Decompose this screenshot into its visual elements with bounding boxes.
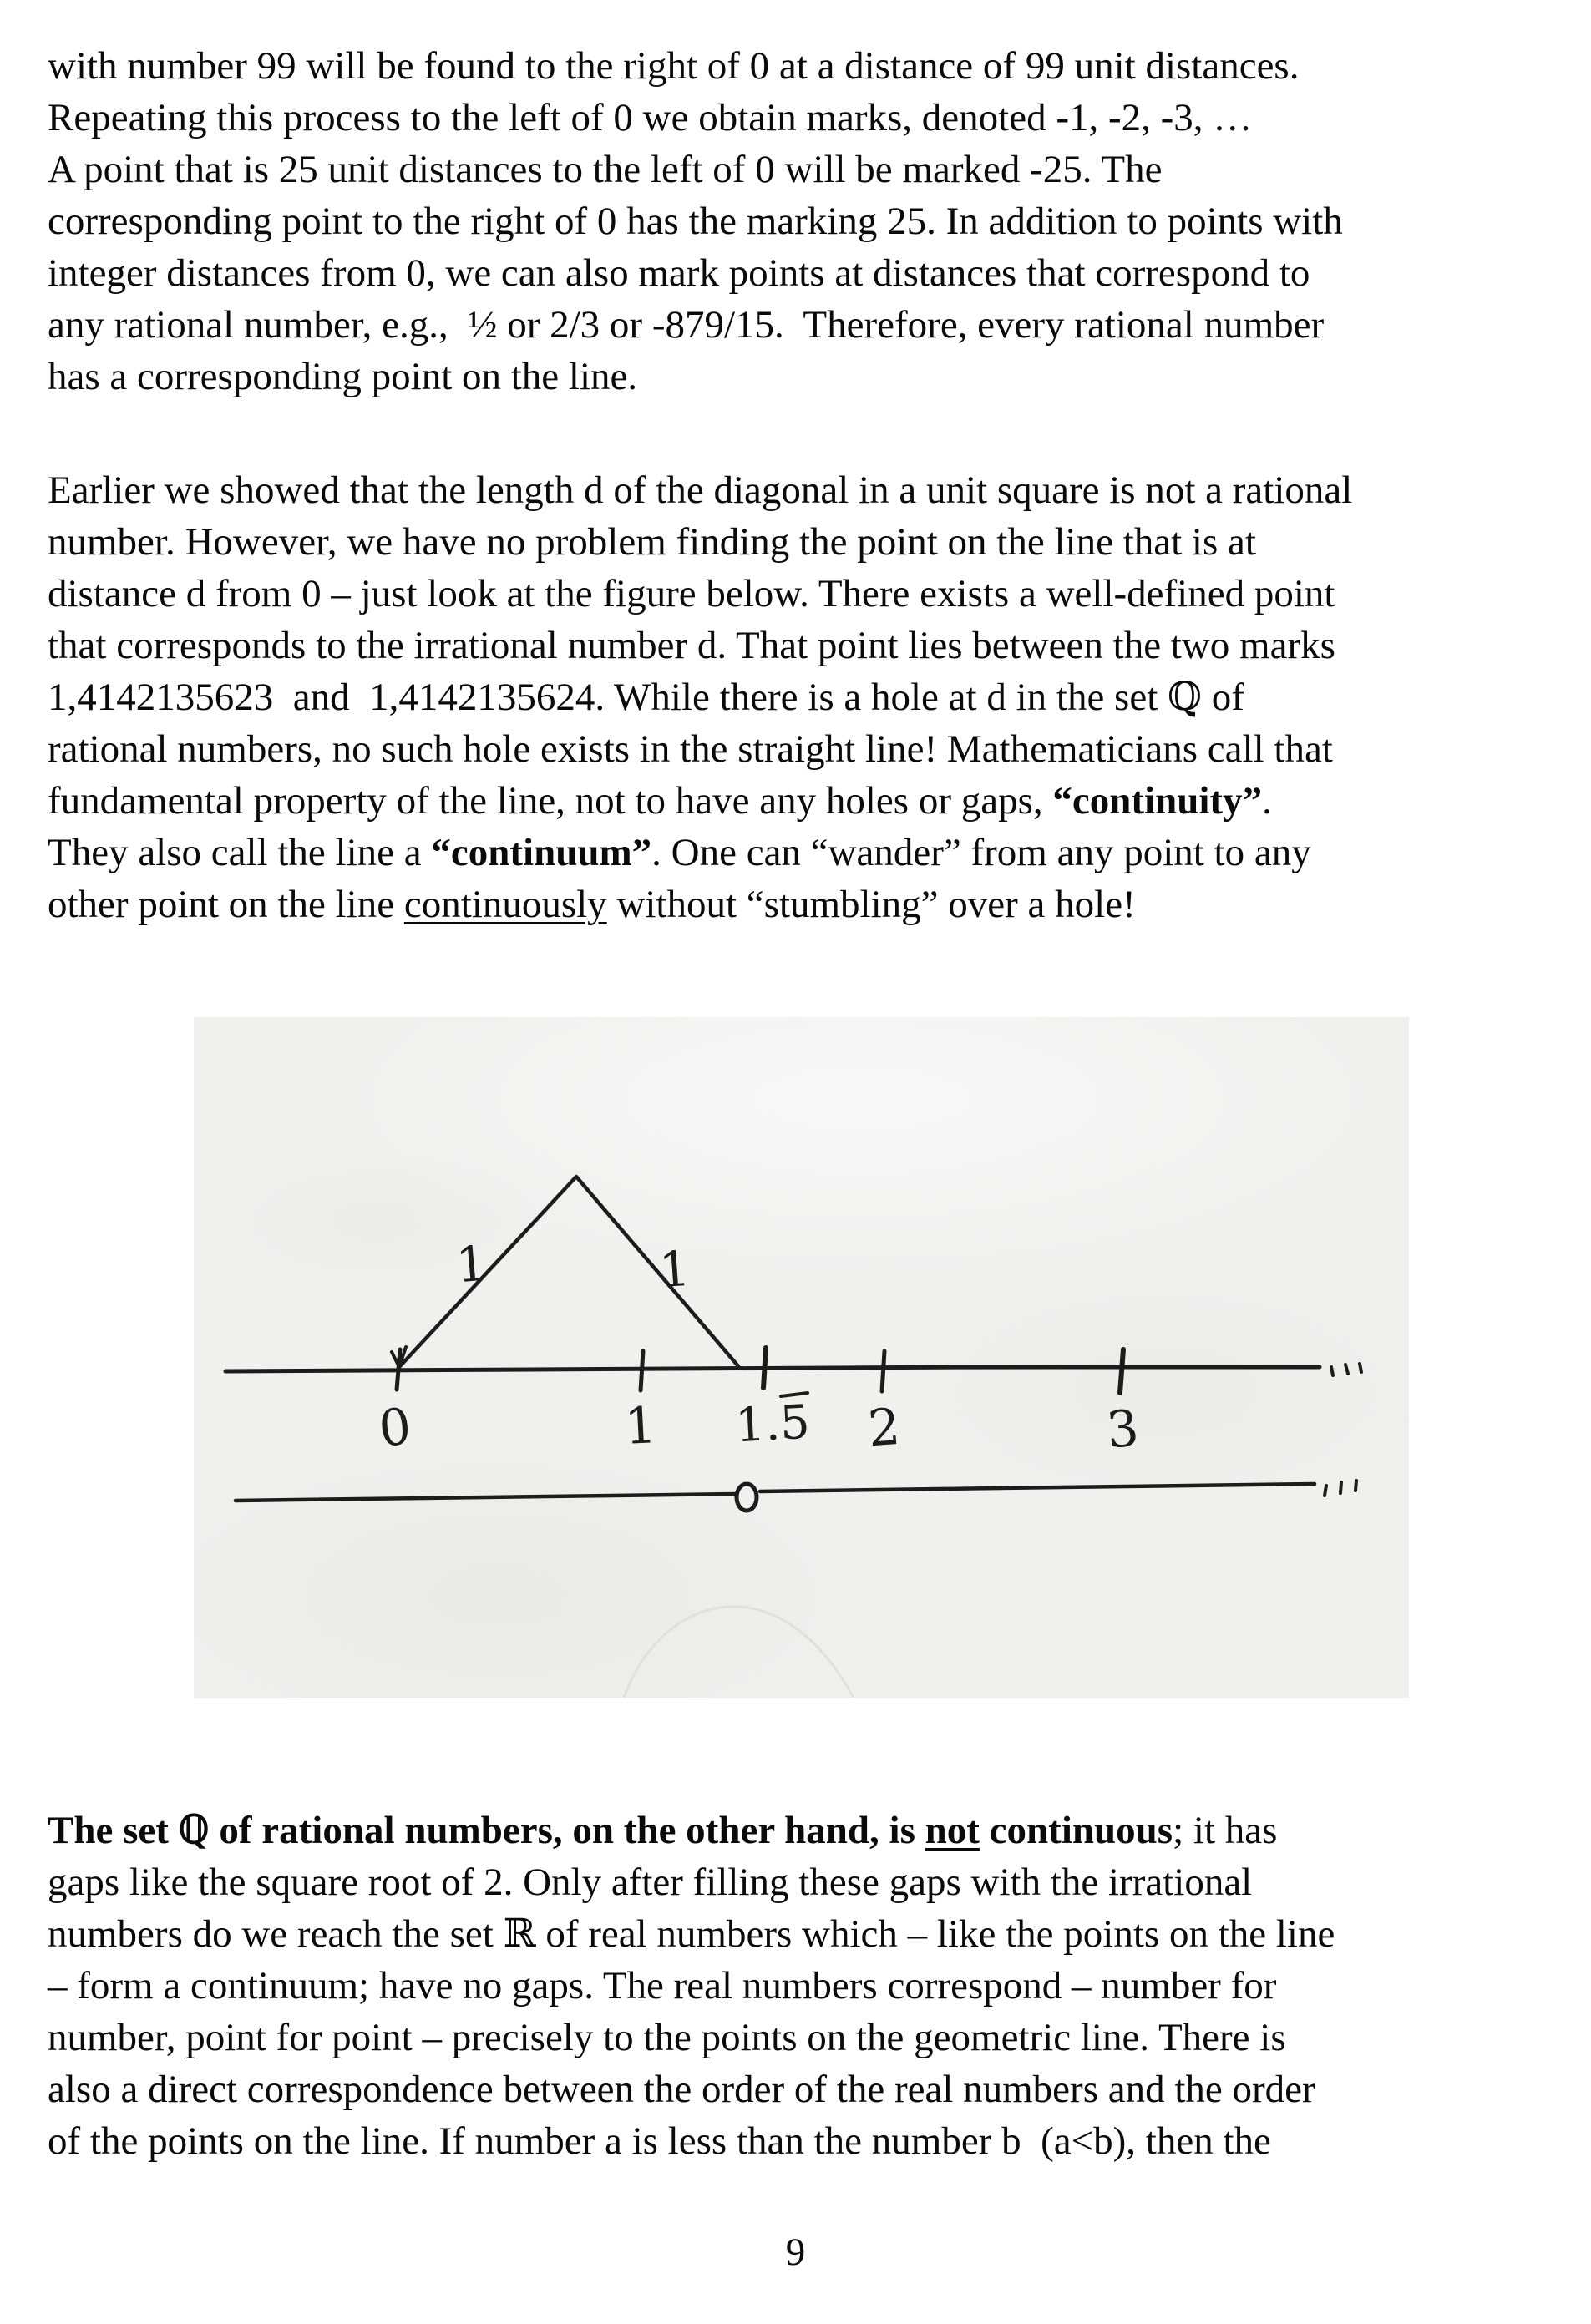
- text-segment: distance d from 0 – just look at the figure below. There exists a well-defined point: [48, 572, 1335, 615]
- tick-label-1-5: 1.5: [733, 1395, 812, 1454]
- text-line: [48, 464, 1551, 516]
- text-segment: “continuum”: [431, 831, 652, 874]
- text-line: [48, 620, 1551, 671]
- text-line: [48, 1908, 1551, 1960]
- text-line: [48, 144, 1551, 195]
- text-segment: also a direct correspondence between the order of the real numbers and the order: [48, 2068, 1315, 2111]
- text-line: [48, 2063, 1551, 2115]
- text-segment: Repeating this process to the left of 0 we obtain marks, denoted -1, -2, -3, …: [48, 96, 1253, 139]
- text-line: [48, 1960, 1551, 2012]
- text-segment: . One can “wander” from any point to any: [651, 831, 1311, 874]
- text-line: [48, 878, 1551, 930]
- text-segment: corresponding point to the right of 0 has the marking 25. In addition to points with: [48, 200, 1343, 243]
- tick-label-0: 0: [376, 1397, 414, 1459]
- paragraph-3: [48, 1805, 1551, 2167]
- text-segment: The set ℚ of rational numbers, on the other hand, is: [48, 1809, 925, 1852]
- text-segment: Earlier we showed that the length d of the diagonal in a unit square is not a rational: [48, 468, 1353, 512]
- text-line: [48, 568, 1551, 620]
- text-line: [48, 827, 1551, 878]
- text-segment: gaps like the square root of 2. Only after filling these gaps with the irrational: [48, 1861, 1253, 1904]
- text-segment: of the points on the line. If number a is less than the number b (a<b), then the: [48, 2119, 1271, 2163]
- tick-label-1: 1: [623, 1396, 658, 1456]
- tick-3: [1120, 1349, 1123, 1393]
- text-segment: that corresponds to the irrational number d. That point lies between the two marks: [48, 624, 1335, 667]
- text-line: [48, 92, 1551, 144]
- text-segment: A point that is 25 unit distances to the left of 0 will be marked -25. The: [48, 148, 1163, 191]
- text-segment: fundamental property of the line, not to have any holes or gaps,: [48, 779, 1053, 823]
- text-segment: rational numbers, no such hole exists in the straight line! Mathematicians call that: [48, 727, 1333, 771]
- text-segment: continuous: [979, 1809, 1173, 1852]
- text-segment: ; it has: [1173, 1809, 1278, 1852]
- line2-ellipsis-marks: [1325, 1481, 1356, 1496]
- tick-0: [397, 1349, 400, 1390]
- text-segment: has a corresponding point on the line.: [48, 355, 638, 398]
- text-line: [48, 2115, 1551, 2167]
- paragraph-1: [48, 40, 1551, 403]
- text-segment: with number 99 will be found to the right of 0 at a distance of 99 unit distances.: [48, 44, 1300, 88]
- text-line: [48, 723, 1551, 775]
- text-line: [48, 1805, 1551, 1856]
- text-segment: They also call the line a: [48, 831, 432, 874]
- tick-1-5: [763, 1348, 766, 1388]
- text-segment: number, point for point – precisely to the points on the geometric line. There is: [48, 2016, 1286, 2059]
- text-segment: number. However, we have no problem finding the point on the line that is at: [48, 520, 1256, 564]
- text-line: [48, 516, 1551, 568]
- triangle-side-label-left: 1: [453, 1234, 489, 1294]
- text-segment: “continuity”: [1052, 779, 1263, 823]
- text-line: [48, 2012, 1551, 2063]
- tick-2: [882, 1351, 884, 1391]
- tick-1: [641, 1351, 643, 1390]
- text-line: [48, 1856, 1551, 1908]
- text-segment: integer distances from 0, we can also mark points at distances that correspond to: [48, 251, 1310, 295]
- text-segment: not: [925, 1809, 980, 1852]
- line1-ellipsis-marks: [1331, 1364, 1361, 1375]
- scan-noise-arc: [624, 1607, 854, 1698]
- text-line: [48, 247, 1551, 299]
- paragraph-2: [48, 464, 1551, 930]
- number-line-1: [225, 1367, 1320, 1371]
- text-segment: 1,4142135623 and 1,4142135624. While there is a hole at d in the set ℚ of: [48, 676, 1244, 719]
- text-line: [48, 40, 1551, 92]
- number-line-drawing: [194, 1017, 1409, 1698]
- hole-circle: [737, 1484, 757, 1511]
- text-segment: – form a continuum; have no gaps. The real numbers correspond – number for: [48, 1964, 1277, 2008]
- text-line: [48, 351, 1551, 403]
- text-line: [48, 775, 1551, 827]
- number-line-2: [236, 1484, 1315, 1501]
- text-segment: numbers do we reach the set ℝ of real numbers which – like the points on the line: [48, 1912, 1335, 1956]
- text-line: [48, 299, 1551, 351]
- text-segment: .: [1262, 779, 1272, 823]
- text-segment: any rational number, e.g., ½ or 2/3 or -879/15. Therefore, every rational number: [48, 303, 1325, 347]
- number-line-figure: [194, 1017, 1409, 1698]
- tick-label-2: 2: [866, 1397, 903, 1459]
- text-segment: other point on the line: [48, 883, 404, 926]
- text-segment: continuously: [403, 883, 607, 926]
- triangle-side-label-right: 1: [656, 1239, 692, 1299]
- page-number: 9: [785, 2230, 806, 2274]
- tick-label-3: 3: [1104, 1399, 1142, 1461]
- text-line: [48, 195, 1551, 247]
- text-line: [48, 671, 1551, 723]
- text-segment: without “stumbling” over a hole!: [606, 883, 1136, 926]
